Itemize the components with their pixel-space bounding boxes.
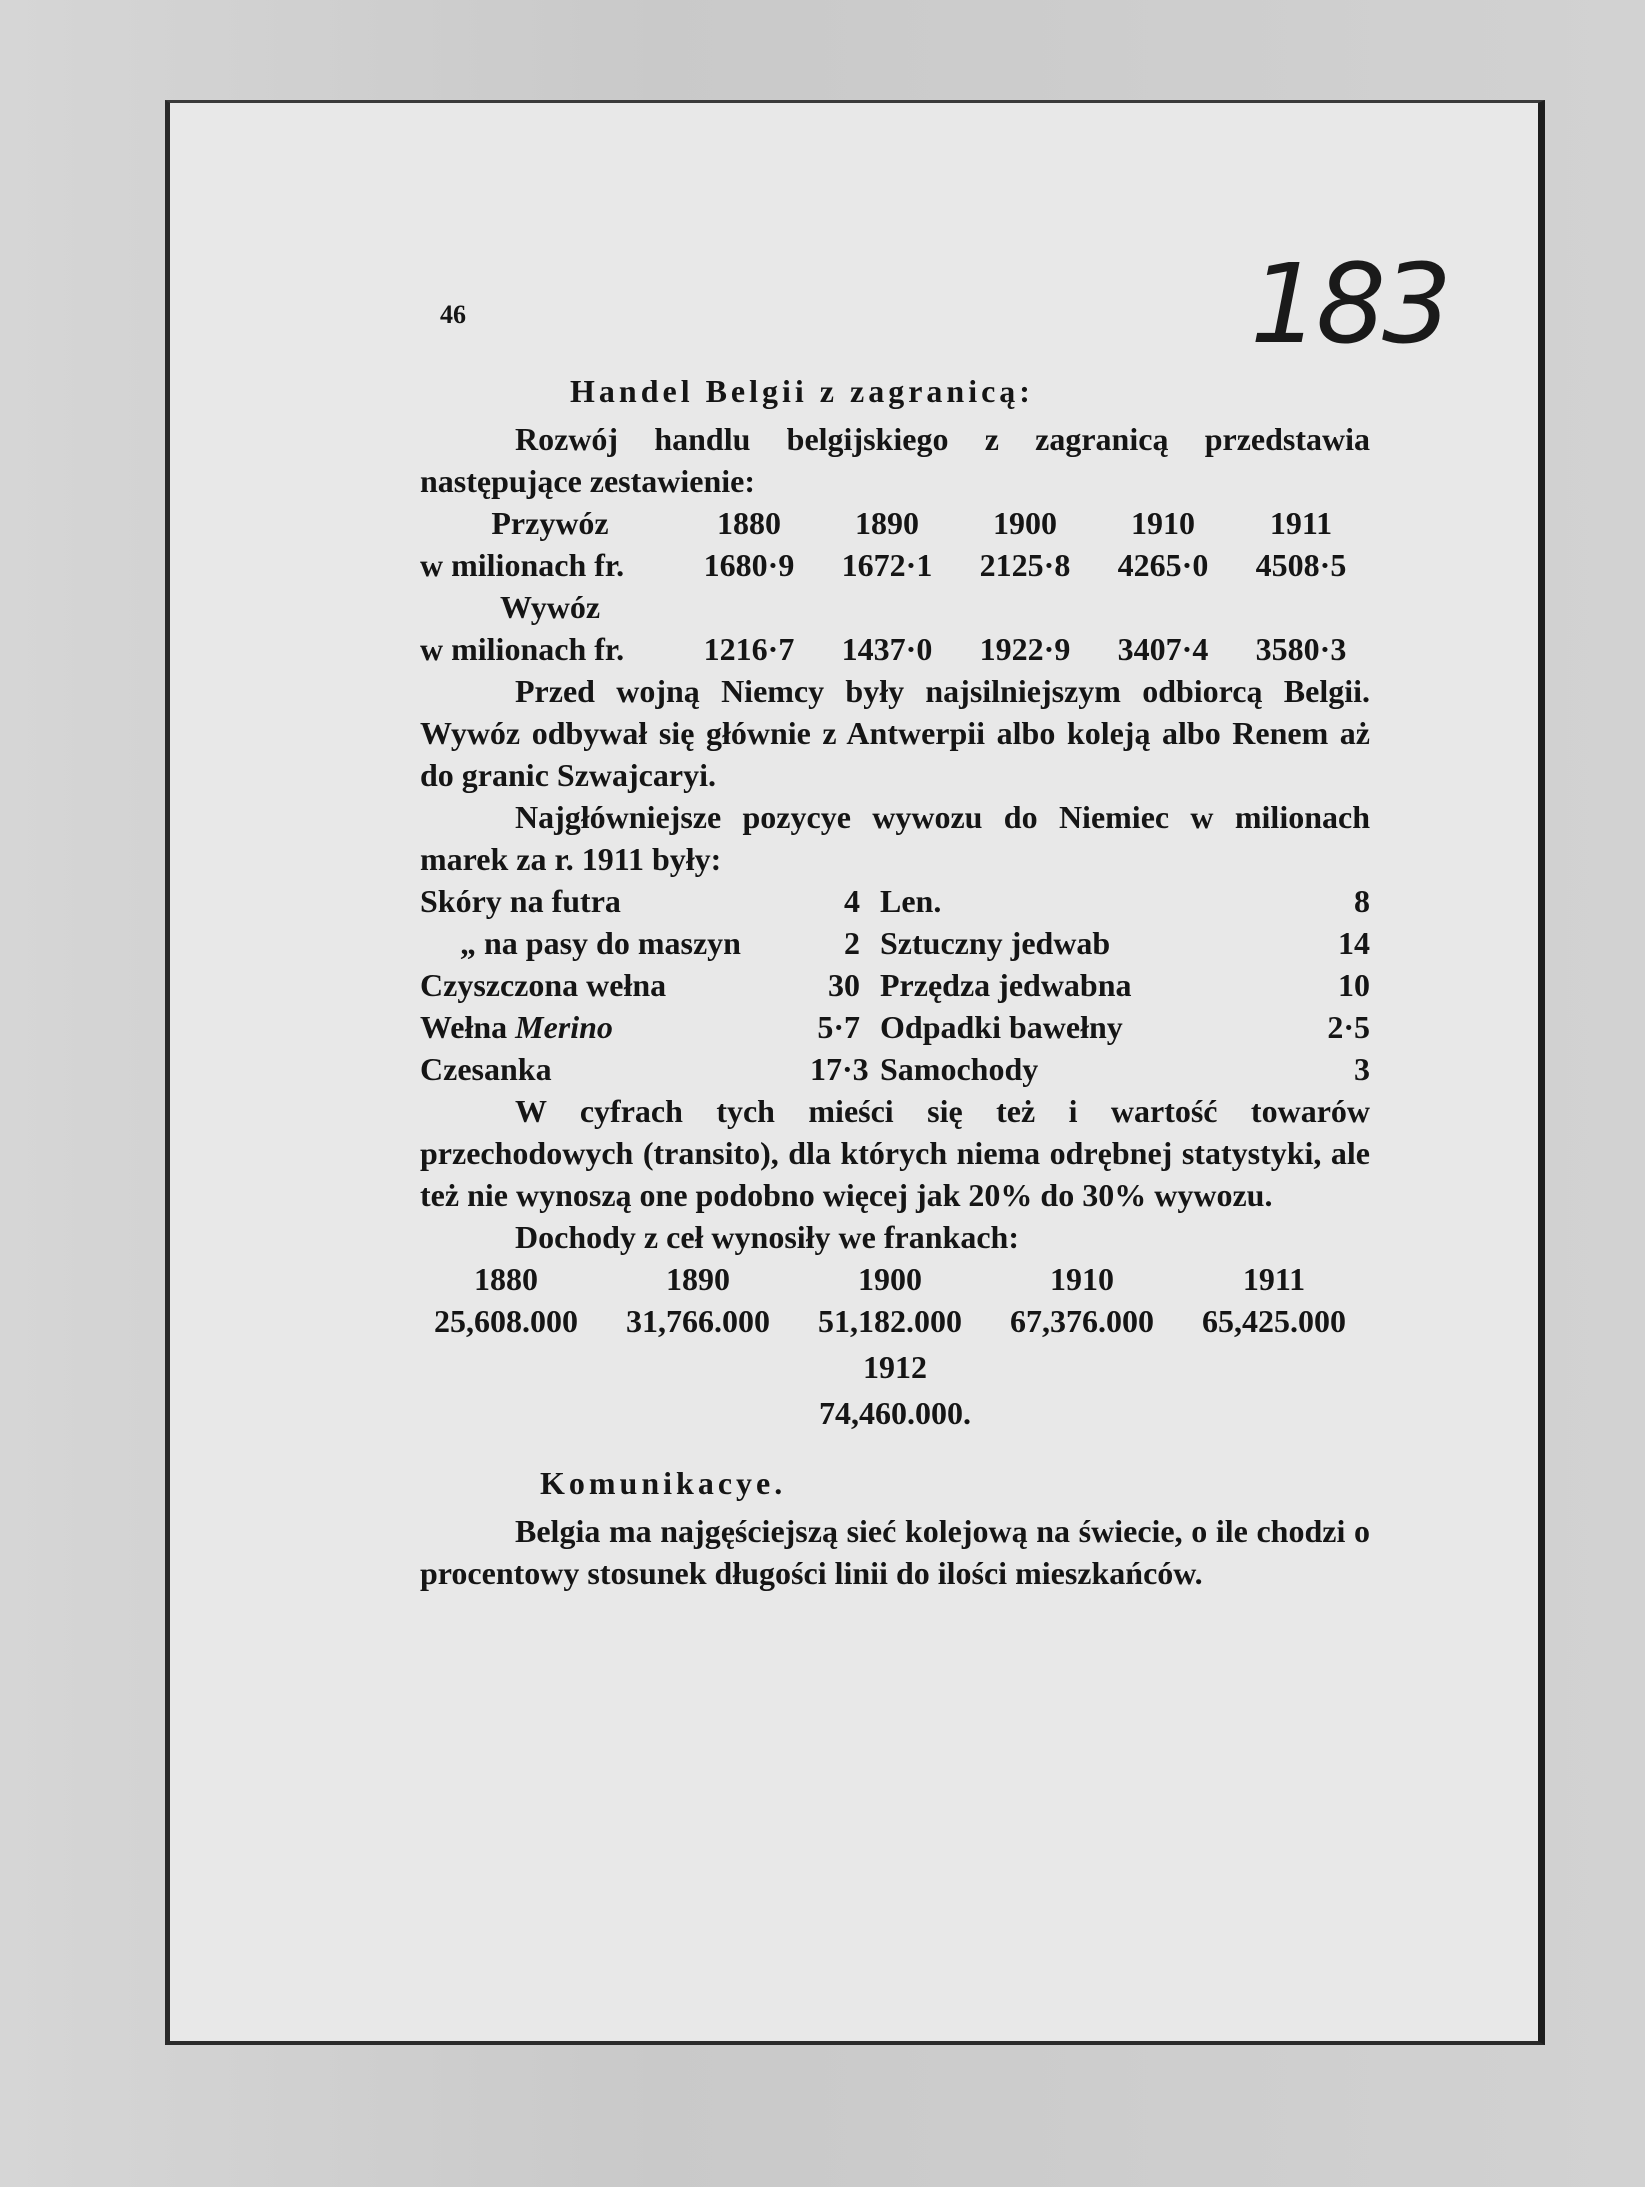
- customs-extra-value: 74,460.000.: [819, 1395, 971, 1431]
- export-value: 3407·4: [1117, 631, 1209, 667]
- export-item-value: 2·5: [1327, 1009, 1370, 1045]
- customs-value: 51,182.000: [818, 1303, 962, 1339]
- paragraph-intro: Rozwój handlu belgijskiego z zagranicą przedstawia następujące zestawienie:: [420, 421, 1370, 499]
- customs-value: 65,425.000: [1202, 1303, 1346, 1339]
- trade-year: 1911: [1269, 505, 1333, 541]
- export-item-value: 2: [844, 925, 860, 961]
- trade-year: 1890: [855, 505, 919, 541]
- export-item-name: Przędza jedwabna: [880, 967, 1132, 1003]
- page-content: [420, 370, 1370, 1594]
- customs-table: [410, 1258, 1370, 1342]
- export-item-value: 30: [828, 967, 860, 1003]
- section-heading-communications: Komunikacye.: [540, 1465, 787, 1501]
- export-item-name: Samochody: [880, 1051, 1039, 1087]
- customs-year: 1890: [666, 1261, 730, 1297]
- export-item-value: 10: [1338, 967, 1370, 1003]
- import-value: 4508·5: [1255, 547, 1347, 583]
- export-item-name: Czesanka: [420, 1051, 552, 1087]
- paragraph-transit: W cyfrach tych mieści się też i wartość towarów przechodowych (transito), dla których niema odrębnej statystyki, ale też nie wynoszą one podobno więcej jak 20% do 30% wywozu.: [420, 1093, 1370, 1213]
- customs-value: 67,376.000: [1010, 1303, 1154, 1339]
- export-item-name-italic: Merino: [515, 1009, 613, 1045]
- export-value: 1216·7: [703, 631, 795, 667]
- trade-year: 1910: [1131, 505, 1195, 541]
- export-item-value: 5·7: [817, 1009, 860, 1045]
- import-value: 4265·0: [1117, 547, 1209, 583]
- export-item-name: Skóry na futra: [420, 883, 621, 919]
- import-label: Przywóz: [491, 505, 609, 541]
- handwritten-archive-number: 183: [1250, 240, 1448, 368]
- export-item-name: Len.: [880, 883, 942, 919]
- export-item-value: 17·3: [810, 1051, 869, 1087]
- export-item-name: Odpadki bawełny: [880, 1009, 1123, 1045]
- customs-value: 31,766.000: [626, 1303, 770, 1339]
- exports-list: [420, 880, 1370, 1090]
- paragraph-rail: Belgia ma najgęściejszą sieć kolejową na świecie, o ile chodzi o procentowy stosunek długości linii do ilości mieszkańców.: [420, 1513, 1370, 1591]
- import-value: 1680·9: [703, 547, 795, 583]
- export-unit: w milionach fr.: [420, 631, 625, 667]
- customs-extra-year: 1912: [863, 1349, 927, 1385]
- export-item-value: 8: [1354, 883, 1370, 919]
- export-value: 1922·9: [979, 631, 1071, 667]
- trade-table: [420, 502, 1370, 670]
- import-value: 1672·1: [841, 547, 933, 583]
- paragraph-germany: Przed wojną Niemcy były najsilniejszym odbiorcą Belgii. Wywóz odbywał się głównie z Antwerpii albo koleją albo Renem aż do granic Szwajcaryi.: [420, 673, 1370, 793]
- export-value: 3580·3: [1255, 631, 1347, 667]
- trade-year: 1880: [717, 505, 781, 541]
- export-item-value: 14: [1338, 925, 1370, 961]
- page-number: 46: [440, 300, 466, 329]
- import-value: 2125·8: [979, 547, 1071, 583]
- export-item-value: 4: [844, 883, 860, 919]
- customs-year: 1900: [858, 1261, 922, 1297]
- export-item-name: Czyszczona wełna: [420, 967, 667, 1003]
- paragraph-positions: Najgłówniejsze pozycye wywozu do Niemiec w milionach marek za r. 1911 były:: [420, 799, 1370, 877]
- import-unit: w milionach fr.: [420, 547, 625, 583]
- customs-year: 1911: [1242, 1261, 1306, 1297]
- paragraph-customs-intro: Dochody z ceł wynosiły we frankach:: [515, 1219, 1019, 1255]
- export-item-value: 3: [1354, 1051, 1370, 1087]
- export-value: 1437·0: [841, 631, 933, 667]
- trade-year: 1900: [993, 505, 1057, 541]
- export-item-name: [420, 1006, 810, 1048]
- customs-value: 25,608.000: [434, 1303, 578, 1339]
- export-label: Wywóz: [499, 589, 601, 625]
- section-heading-trade: Handel Belgii z zagranicą:: [570, 373, 1034, 409]
- customs-year: 1910: [1050, 1261, 1114, 1297]
- export-item-name: „ na pasy do maszyn: [460, 925, 741, 961]
- customs-year: 1880: [474, 1261, 538, 1297]
- export-item-name: Sztuczny jedwab: [880, 925, 1111, 961]
- export-item-name-part: Wełna: [420, 1009, 508, 1045]
